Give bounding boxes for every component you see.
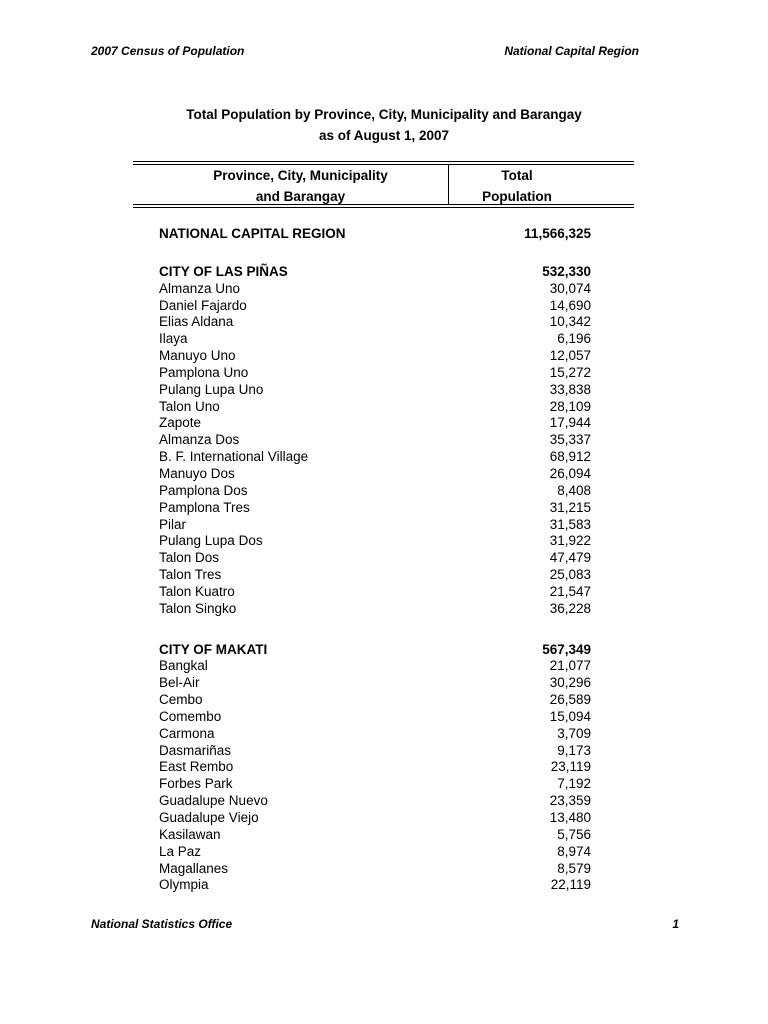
region-population: 11,566,325 xyxy=(524,226,591,241)
barangay-name: Kasilawan xyxy=(159,826,221,842)
barangay-population: 23,359 xyxy=(549,793,591,809)
table-top-rule-1 xyxy=(133,161,634,162)
barangay-name: Pulang Lupa Uno xyxy=(159,381,264,397)
barangay-population: 7,192 xyxy=(557,776,591,792)
barangay-name: Dasmariñas xyxy=(159,742,232,758)
barangay-name: Daniel Fajardo xyxy=(159,297,247,313)
barangay-population: 30,074 xyxy=(549,280,591,296)
barangay-population: 22,119 xyxy=(550,877,591,893)
barangay-row xyxy=(159,533,591,550)
barangay-row xyxy=(159,550,591,567)
barangay-name: Ilaya xyxy=(159,331,188,347)
barangay-name: La Paz xyxy=(159,843,202,859)
barangay-row xyxy=(159,675,591,692)
barangay-name: Pamplona Uno xyxy=(159,364,249,380)
barangay-row xyxy=(159,584,591,601)
barangay-population: 26,589 xyxy=(549,692,591,708)
barangay-row xyxy=(159,810,591,827)
region-row xyxy=(159,226,591,243)
barangay-population: 8,579 xyxy=(557,860,591,876)
barangay-row xyxy=(159,449,591,466)
barangay-name: Pamplona Tres xyxy=(159,499,250,515)
barangay-row xyxy=(159,348,591,365)
barangay-population: 30,296 xyxy=(549,675,591,691)
city-population: 567,349 xyxy=(542,641,591,657)
barangay-name: Cembo xyxy=(159,692,203,708)
column-header-area xyxy=(173,165,428,207)
barangay-row xyxy=(159,877,591,894)
population-table-body xyxy=(159,226,591,894)
barangay-name: Olympia xyxy=(159,877,209,893)
barangay-name: Pulang Lupa Dos xyxy=(159,533,263,549)
running-header-left: 2007 Census of Population xyxy=(91,44,245,58)
barangay-name: East Rembo xyxy=(159,759,234,775)
column-divider xyxy=(448,165,449,204)
barangay-row xyxy=(159,517,591,534)
barangay-row xyxy=(159,692,591,709)
barangay-row xyxy=(159,776,591,793)
barangay-population: 8,408 xyxy=(557,482,591,498)
barangay-name: Almanza Uno xyxy=(159,280,241,296)
barangay-name: Zapote xyxy=(159,415,202,431)
barangay-name: Elias Aldana xyxy=(159,314,234,330)
city-population: 532,330 xyxy=(542,263,591,279)
barangay-row xyxy=(159,567,591,584)
column-header-population xyxy=(463,165,571,207)
barangay-row xyxy=(159,466,591,483)
barangay-name: Forbes Park xyxy=(159,776,233,792)
barangay-name: Magallanes xyxy=(159,860,229,876)
page-number: 1 xyxy=(672,917,679,931)
barangay-population: 9,173 xyxy=(557,742,591,758)
barangay-name: Bel-Air xyxy=(159,675,200,691)
barangay-population: 10,342 xyxy=(549,314,591,330)
table-header xyxy=(133,161,634,208)
barangay-name: Talon Dos xyxy=(159,550,220,566)
barangay-population: 28,109 xyxy=(549,398,591,414)
barangay-population: 36,228 xyxy=(549,600,591,616)
barangay-population: 25,083 xyxy=(549,567,591,583)
barangay-population: 23,119 xyxy=(550,759,591,775)
barangay-population: 8,974 xyxy=(557,843,591,859)
barangay-row xyxy=(159,399,591,416)
barangay-name: Talon Kuatro xyxy=(159,583,235,599)
barangay-row xyxy=(159,709,591,726)
barangay-row xyxy=(159,415,591,432)
barangay-name: Pamplona Dos xyxy=(159,482,248,498)
barangay-population: 5,756 xyxy=(557,826,591,842)
barangay-name: Guadalupe Nuevo xyxy=(159,793,268,809)
barangay-row xyxy=(159,861,591,878)
barangay-row xyxy=(159,382,591,399)
barangay-name: Bangkal xyxy=(159,658,208,674)
barangay-row xyxy=(159,365,591,382)
barangay-population: 15,272 xyxy=(549,364,591,380)
barangay-population: 47,479 xyxy=(549,550,591,566)
barangay-population: 31,583 xyxy=(549,516,591,532)
city-name: CITY OF MAKATI xyxy=(159,641,268,657)
barangay-population: 3,709 xyxy=(557,725,591,741)
barangay-population: 26,094 xyxy=(549,465,591,481)
barangay-population: 14,690 xyxy=(549,297,591,313)
barangay-row xyxy=(159,827,591,844)
barangay-population: 15,094 xyxy=(549,708,591,724)
barangay-row xyxy=(159,726,591,743)
barangay-row xyxy=(159,601,591,618)
running-header-right: National Capital Region xyxy=(504,44,639,58)
page-title: Total Population by Province, City, Municipality and Barangay xyxy=(186,107,582,122)
barangay-name: Comembo xyxy=(159,708,222,724)
barangay-row xyxy=(159,432,591,449)
barangay-name: B. F. International Village xyxy=(159,449,309,465)
barangay-row xyxy=(159,331,591,348)
barangay-population: 21,077 xyxy=(549,658,591,674)
city-row xyxy=(159,264,591,281)
barangay-row xyxy=(159,743,591,760)
table-header-bottom-rule-1 xyxy=(133,204,634,205)
barangay-population: 68,912 xyxy=(549,449,591,465)
footer-publisher: National Statistics Office xyxy=(91,917,233,931)
barangay-name: Talon Uno xyxy=(159,398,220,414)
barangay-population: 31,922 xyxy=(549,533,591,549)
barangay-name: Talon Singko xyxy=(159,600,237,616)
barangay-row xyxy=(159,298,591,315)
region-name: NATIONAL CAPITAL REGION xyxy=(159,226,346,241)
barangay-population: 12,057 xyxy=(549,348,591,364)
barangay-name: Guadalupe Viejo xyxy=(159,810,259,825)
barangay-name: Carmona xyxy=(159,725,215,741)
barangay-row xyxy=(159,281,591,298)
page-subtitle: as of August 1, 2007 xyxy=(318,128,450,143)
table-header-bottom-rule-2 xyxy=(133,207,634,208)
city-list xyxy=(159,264,591,894)
barangay-population: 6,196 xyxy=(557,331,591,347)
barangay-row xyxy=(159,314,591,331)
column-header-area-line2: and Barangay xyxy=(255,189,346,204)
barangay-row xyxy=(159,483,591,500)
column-header-area-line1: Province, City, Municipality xyxy=(213,168,388,183)
barangay-name: Manuyo Dos xyxy=(159,465,235,481)
barangay-population: 17,944 xyxy=(549,415,591,431)
column-header-population-line2: Population xyxy=(482,189,552,204)
barangay-row xyxy=(159,658,591,675)
city-name: CITY OF LAS PIÑAS xyxy=(159,263,288,279)
barangay-population: 21,547 xyxy=(549,583,591,599)
barangay-row xyxy=(159,759,591,776)
barangay-row xyxy=(159,844,591,861)
column-header-population-line1: Total xyxy=(501,168,533,183)
barangay-name: Pilar xyxy=(159,516,187,532)
city-row xyxy=(159,642,591,659)
barangay-row xyxy=(159,793,591,810)
barangay-population: 35,337 xyxy=(549,432,591,448)
barangay-population: 31,215 xyxy=(549,499,591,515)
barangay-name: Talon Tres xyxy=(159,567,222,583)
barangay-name: Manuyo Uno xyxy=(159,348,236,364)
barangay-row xyxy=(159,500,591,517)
barangay-name: Almanza Dos xyxy=(159,432,240,448)
barangay-population: 33,838 xyxy=(549,381,591,397)
barangay-population: 13,480 xyxy=(549,810,591,825)
